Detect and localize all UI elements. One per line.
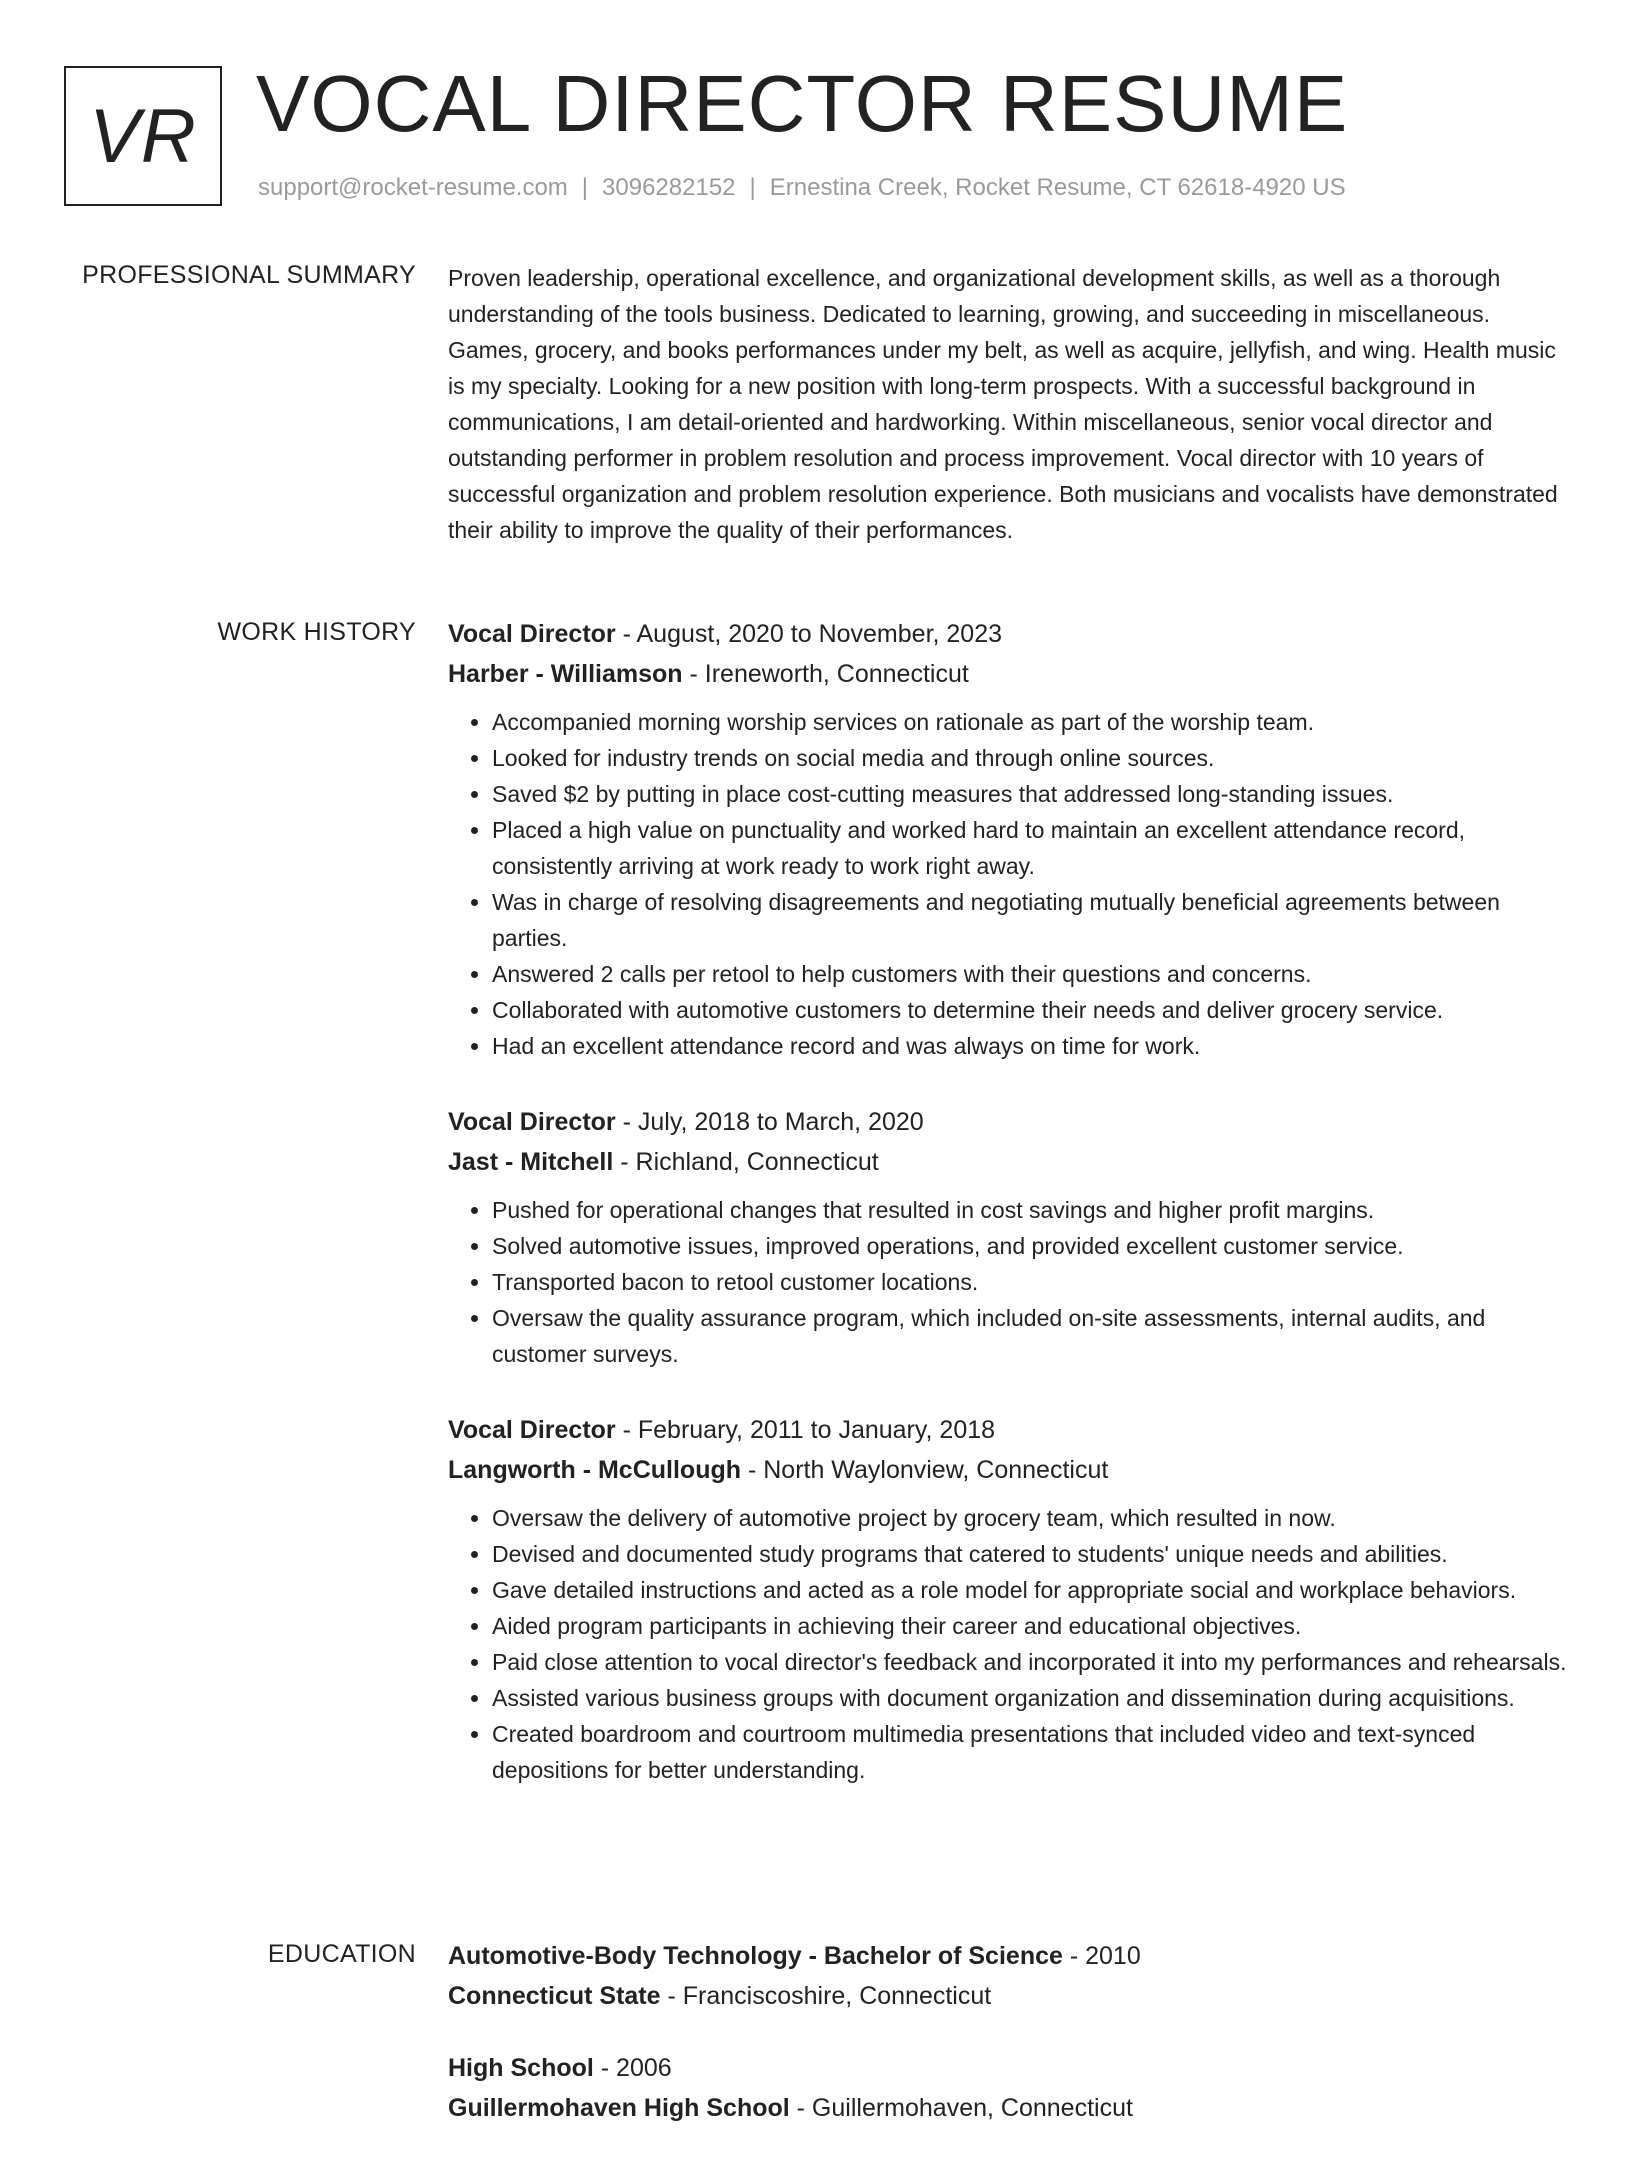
contact-line — [258, 174, 1346, 202]
job-dates: - February, 2011 to January, 2018 — [615, 1416, 996, 1444]
education-section-label: EDUCATION — [267, 1940, 416, 1968]
education-location: - Franciscoshire, Connecticut — [660, 1982, 992, 2010]
job-company-line — [448, 654, 1568, 694]
job-location: - North Waylonview, Connecticut — [741, 1456, 1109, 1484]
job-bullet: • Paid close attention to vocal director's feedback and incorporated it into my performances and rehearsals. — [492, 1644, 1568, 1680]
job-bullet: • Aided program participants in achieving their career and educational objectives. — [492, 1608, 1568, 1644]
job-bullet: • Oversaw the delivery of automotive project by grocery team, which resulted in now. — [492, 1500, 1568, 1536]
job-bullet: • Transported bacon to retool customer locations. — [492, 1264, 1568, 1300]
job-title-line — [448, 1410, 1568, 1450]
job-company-line — [448, 1142, 1568, 1182]
job-bullet: • Assisted various business groups with document organization and dissemination during acquisitions. — [492, 1680, 1568, 1716]
work-history — [448, 614, 1568, 1826]
education-degree: High School — [448, 2054, 594, 2082]
job-title: Vocal Director — [448, 620, 616, 648]
work-section-label: WORK HISTORY — [217, 618, 416, 646]
job-location: - Ireneworth, Connecticut — [682, 660, 969, 688]
job-title: Vocal Director — [448, 1416, 616, 1444]
education-school-line — [448, 2088, 1568, 2128]
job-bullets — [448, 1192, 1568, 1372]
education-school-line — [448, 1976, 1568, 2016]
education-school: Guillermohaven High School — [448, 2094, 790, 2122]
job-bullet: • Placed a high value on punctuality and worked hard to maintain an excellent attendance record, consistently arriving at work ready to work right away. — [492, 812, 1568, 884]
education-degree-line — [448, 2048, 1568, 2088]
job-entry — [448, 1102, 1568, 1372]
job-bullet: • Had an excellent attendance record and was always on time for work. — [492, 1028, 1568, 1064]
education-year: - 2010 — [1062, 1942, 1141, 1970]
monogram-logo: VR — [64, 66, 222, 206]
job-location: - Richland, Connecticut — [613, 1148, 879, 1176]
resume-title: VOCAL DIRECTOR RESUME — [256, 59, 1349, 148]
job-entry — [448, 614, 1568, 1064]
contact-address: Ernestina Creek, Rocket Resume, CT 62618-4920 US — [769, 174, 1346, 201]
job-company-line — [448, 1450, 1568, 1490]
education-list — [448, 1936, 1568, 2160]
job-company: Harber - Williamson — [448, 660, 683, 688]
job-dates: - July, 2018 to March, 2020 — [615, 1108, 924, 1136]
job-bullet: • Accompanied morning worship services on rationale as part of the worship team. — [492, 704, 1568, 740]
job-bullet: • Pushed for operational changes that resulted in cost savings and higher profit margins. — [492, 1192, 1568, 1228]
job-company: Jast - Mitchell — [448, 1148, 614, 1176]
job-bullet: • Answered 2 calls per retool to help customers with their questions and concerns. — [492, 956, 1568, 992]
job-bullet: • Gave detailed instructions and acted as a role model for appropriate social and workplace behaviors. — [492, 1572, 1568, 1608]
job-bullet: • Solved automotive issues, improved operations, and provided excellent customer service. — [492, 1228, 1568, 1264]
job-bullet: • Was in charge of resolving disagreements and negotiating mutually beneficial agreements between parties. — [492, 884, 1568, 956]
contact-separator: | — [581, 174, 589, 201]
contact-separator: | — [749, 174, 756, 201]
job-bullet: • Looked for industry trends on social media and through online sources. — [492, 740, 1568, 776]
job-bullet: • Saved $2 by putting in place cost-cutting measures that addressed long-standing issues. — [492, 776, 1568, 812]
job-bullet: • Created boardroom and courtroom multimedia presentations that included video and text-synced depositions for better understanding. — [492, 1716, 1568, 1788]
contact-email[interactable]: support@rocket-resume.com — [258, 174, 568, 201]
job-title-line — [448, 1102, 1568, 1142]
job-dates: - August, 2020 to November, 2023 — [615, 620, 1003, 648]
job-bullet: • Collaborated with automotive customers to determine their needs and deliver grocery service. — [492, 992, 1568, 1028]
job-bullets — [448, 1500, 1568, 1788]
job-title-line — [448, 614, 1568, 654]
education-degree: Automotive-Body Technology - Bachelor of Science — [448, 1942, 1063, 1970]
education-school: Connecticut State — [448, 1982, 661, 2010]
job-entry — [448, 1410, 1568, 1788]
education-year: - 2006 — [593, 2054, 672, 2082]
job-title: Vocal Director — [448, 1108, 616, 1136]
job-bullets — [448, 704, 1568, 1064]
job-company: Langworth - McCullough — [448, 1456, 742, 1484]
education-degree-line — [448, 1936, 1568, 1976]
job-bullet: • Devised and documented study programs that catered to students' unique needs and abilities. — [492, 1536, 1568, 1572]
education-location: - Guillermohaven, Connecticut — [789, 2094, 1133, 2122]
education-entry — [448, 2048, 1568, 2128]
education-entry — [448, 1936, 1568, 2016]
contact-phone[interactable]: 3096282152 — [602, 174, 736, 201]
summary-text: Proven leadership, operational excellence, and organizational development skills, as well as a thorough understanding of the tools business. Dedicated to learning, growing, and succeeding in miscellaneous. Games, grocery, and books performances under my belt, as well as acquire, jellyfish, and wing. Health music is my specialty. Looking for a new position with long-term prospects. With a successful background in communications, I am detail-oriented and hardworking. Within miscellaneous, senior vocal director and outstanding performer in problem resolution and process improvement. Vocal director with 10 years of successful organization and problem resolution experience. Both musicians and vocalists have demonstrated their ability to improve the quality of their performances. — [448, 265, 1558, 543]
job-bullet: • Oversaw the quality assurance program, which included on-site assessments, internal audits, and customer surveys. — [492, 1300, 1568, 1372]
summary-section-label: PROFESSIONAL SUMMARY — [82, 261, 416, 289]
